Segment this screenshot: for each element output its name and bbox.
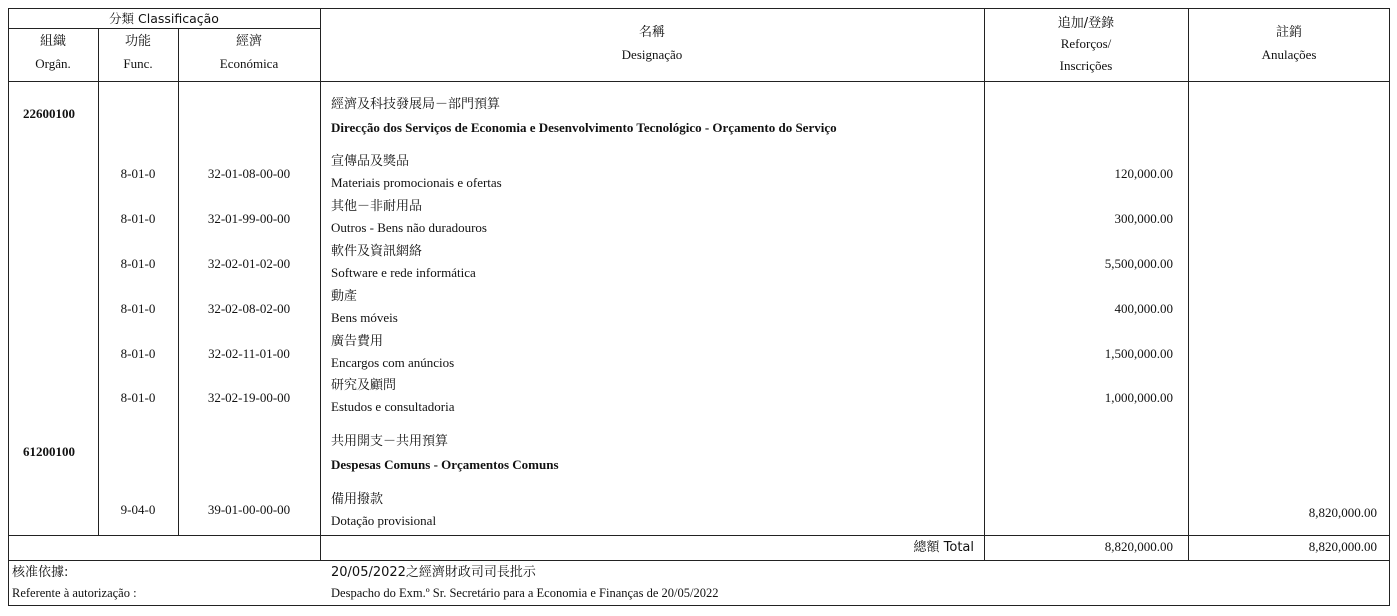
row-name-zh: 廣告費用 (331, 334, 384, 349)
row-reinforcement: 300,000.00 (1114, 211, 1173, 226)
row-func: 8-01-0 (120, 256, 156, 271)
header-reinforcement-pt1: Reforços/ (1060, 36, 1112, 51)
header-annulment-zh: 註銷 (1275, 25, 1302, 40)
header-designation-pt: Designação (621, 47, 683, 62)
header-reinforcement-pt2: Inscrições (1059, 58, 1113, 73)
row-name-pt: Outros - Bens não duradouros (331, 220, 487, 235)
row-name-zh: 軟件及資訊網絡 (331, 244, 423, 259)
footer-label-pt: Referente à autorização : (12, 586, 137, 600)
row-func: 8-01-0 (120, 301, 156, 316)
row-func: 9-04-0 (120, 502, 156, 517)
classification-underline (8, 28, 320, 29)
row-econ: 39-01-00-00-00 (207, 502, 291, 517)
border-right (1389, 8, 1390, 606)
row-econ: 32-01-08-00-00 (207, 166, 291, 181)
row-reinforcement: 1,500,000.00 (1104, 346, 1173, 361)
row-annulment: 8,820,000.00 (1308, 505, 1377, 520)
row-name-pt: Software e rede informática (331, 265, 476, 280)
footer-text-pt: Despacho do Exm.º Sr. Secretário para a Economia e Finanças de 20/05/2022 (331, 586, 719, 600)
section-title-zh: 經濟及科技發展局－部門預算 (331, 97, 501, 112)
row-reinforcement: 400,000.00 (1114, 301, 1173, 316)
header-classification: 分類 Classificação (109, 11, 219, 26)
col-sep-reinforcement (1188, 8, 1189, 560)
col-sep-econ (320, 8, 321, 560)
header-designation-zh: 名稱 (638, 25, 665, 40)
section-title-pt: Despesas Comuns - Orçamentos Comuns (331, 457, 559, 472)
row-econ: 32-02-08-02-00 (207, 301, 291, 316)
row-reinforcement: 1,000,000.00 (1104, 390, 1173, 405)
row-func: 8-01-0 (120, 211, 156, 226)
row-econ: 32-02-19-00-00 (207, 390, 291, 405)
col-sep-func (178, 28, 179, 535)
row-name-zh: 其他－非耐用品 (331, 199, 423, 214)
total-annulment: 8,820,000.00 (1308, 539, 1377, 554)
col-sep-organ (98, 28, 99, 535)
total-bottom-line (8, 560, 1390, 561)
row-econ: 32-01-99-00-00 (207, 211, 291, 226)
row-name-pt: Dotação provisional (331, 513, 437, 528)
total-label (320, 539, 974, 556)
border-left (8, 8, 9, 606)
row-name-zh: 宣傳品及獎品 (331, 154, 410, 169)
header-organ-pt: Orgân. (35, 56, 71, 71)
row-name-zh: 動產 (331, 289, 358, 304)
row-func: 8-01-0 (120, 390, 156, 405)
header-reinforcement-zh: 追加/登錄 (1057, 16, 1115, 31)
row-name-zh: 備用撥款 (331, 492, 384, 507)
row-econ: 32-02-11-01-00 (208, 346, 290, 361)
header-bottom-line (8, 81, 1390, 82)
border-bottom (8, 605, 1390, 606)
row-econ: 32-02-01-02-00 (207, 256, 291, 271)
row-func: 8-01-0 (120, 346, 156, 361)
budget-table (8, 8, 1390, 606)
header-econ-pt: Económica (219, 56, 279, 71)
header-func-zh: 功能 (124, 34, 151, 49)
row-reinforcement: 120,000.00 (1114, 166, 1173, 181)
row-name-pt: Encargos com anúncios (331, 355, 455, 370)
section-title-pt: Direcção dos Serviços de Economia e Desenvolvimento Tecnológico - Orçamento do Serviço (331, 120, 837, 135)
border-top (8, 8, 1390, 9)
header-annulment-pt: Anulações (1261, 47, 1317, 62)
col-sep-designation (984, 8, 985, 560)
row-name-pt: Estudos e consultadoria (331, 399, 455, 414)
footer-label-zh: 核准依據: (12, 565, 69, 580)
total-label-text: 總額 Total (913, 540, 974, 555)
header-econ-zh: 經濟 (235, 34, 262, 49)
row-name-zh: 研究及顧問 (331, 378, 397, 393)
row-name-pt: Materiais promocionais e ofertas (331, 175, 502, 190)
row-reinforcement: 5,500,000.00 (1104, 256, 1173, 271)
section-organ-code: 22600100 (23, 106, 75, 121)
header-func-pt: Func. (123, 56, 153, 71)
total-reinforcement: 8,820,000.00 (1104, 539, 1173, 554)
total-top-line (8, 535, 1390, 536)
section-title-zh: 共用開支－共用預算 (331, 434, 449, 449)
row-name-pt: Bens móveis (331, 310, 398, 325)
row-func: 8-01-0 (120, 166, 156, 181)
footer-text-zh: 20/05/2022之經濟財政司司長批示 (331, 565, 536, 580)
header-organ-zh: 組織 (39, 34, 66, 49)
section-organ-code: 61200100 (23, 444, 75, 459)
